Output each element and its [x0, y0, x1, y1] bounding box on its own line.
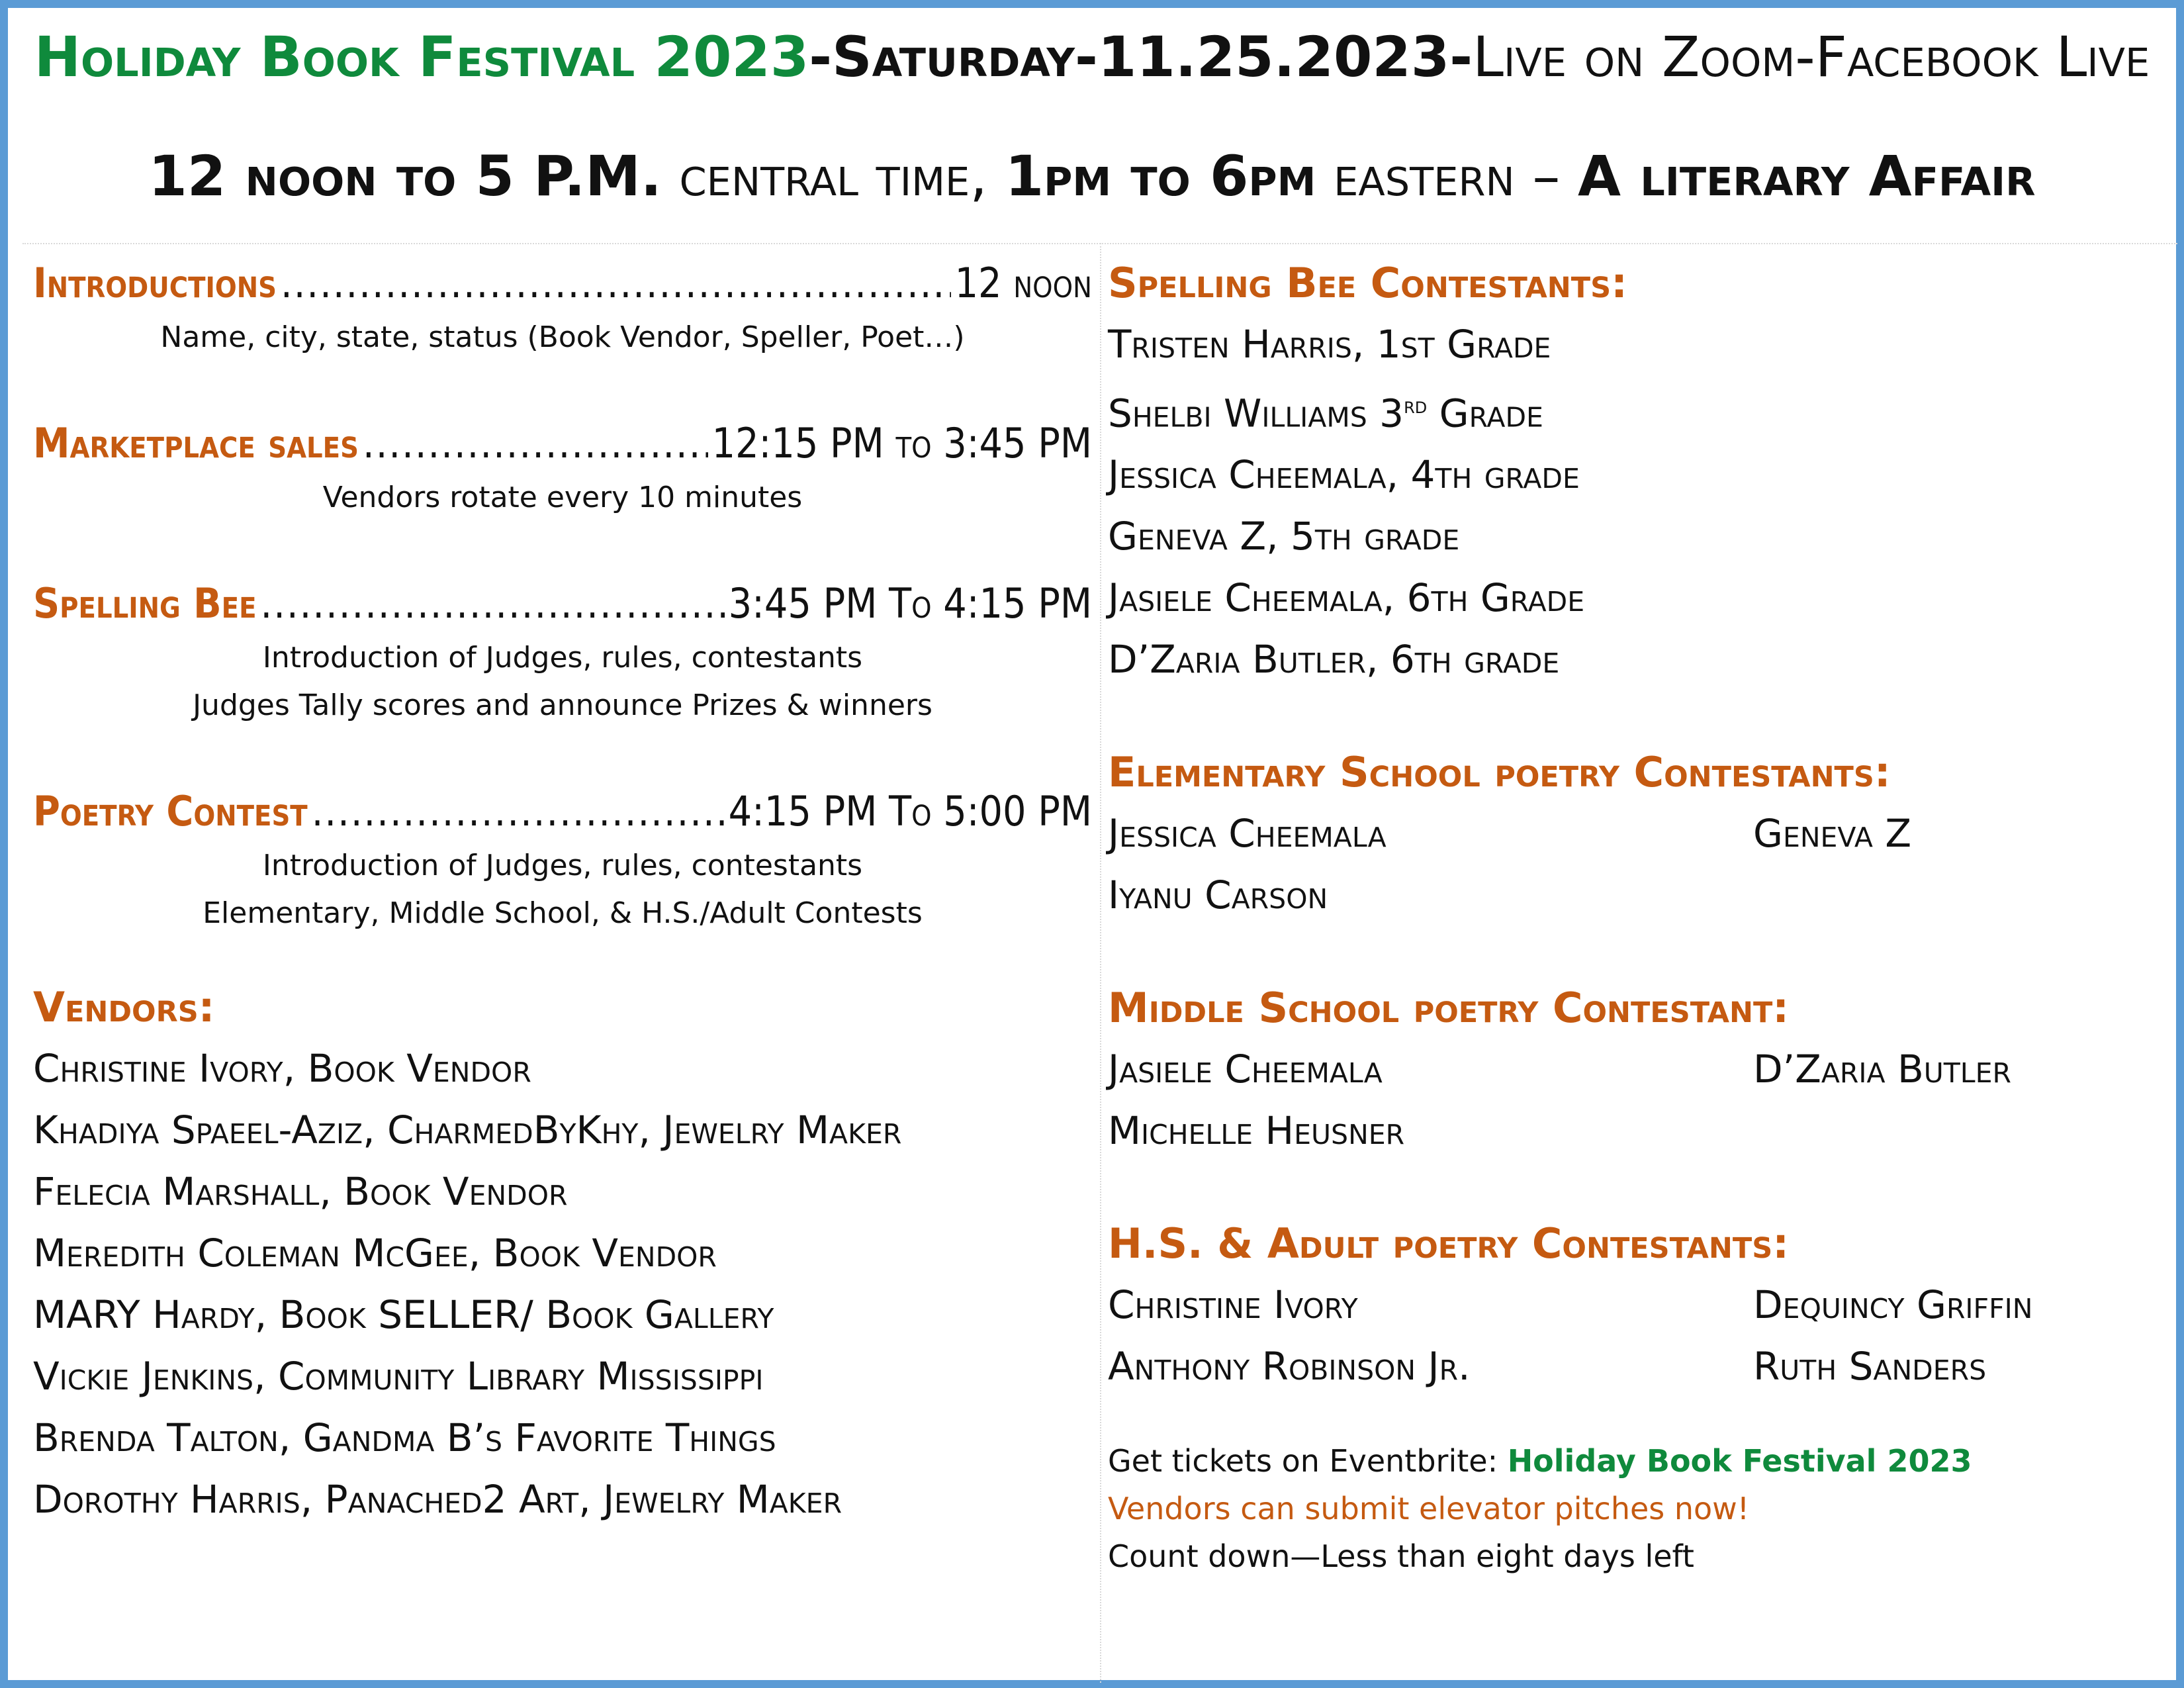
elementary-heading: Elementary School poetry Contestants:: [1108, 748, 1891, 797]
contestant-name: Jasiele Cheemala: [1108, 1047, 1383, 1092]
time-central-label: central time,: [661, 144, 1005, 209]
contestant-name: Geneva Z: [1753, 811, 1912, 857]
schedule-title: Poetry Contest: [33, 787, 308, 835]
tickets-prefix: Get tickets on Eventbrite:: [1108, 1443, 1508, 1479]
speller-item: [1108, 375, 2160, 444]
schedule-note: Vendors rotate every 10 minutes: [322, 481, 803, 514]
speller-item: Geneva Z, 5th grade: [1108, 514, 1460, 559]
schedule-item-poetry-contest: [33, 781, 1092, 842]
schedule-item-marketplace: [33, 413, 1092, 474]
schedule-time: 3:45 PM To 4:15 PM: [728, 579, 1092, 628]
header-line-2: [8, 143, 2176, 209]
contestant-name: Anthony Robinson Jr.: [1108, 1344, 1471, 1389]
vendor-item: Dorothy Harris, Panached2 Art, Jewelry Maker: [33, 1477, 842, 1522]
speller-item: Jasiele Cheemala, 6th Grade: [1108, 575, 1585, 621]
vendor-item: Christine Ivory, Book Vendor: [33, 1046, 531, 1091]
time-central: 12 noon to 5 P.M.: [148, 144, 662, 209]
vendor-item: MARY Hardy, Book SELLER/ Book Gallery: [33, 1292, 774, 1337]
contestant-name: D’Zaria Butler: [1753, 1047, 2012, 1092]
pitch-note: Vendors can submit elevator pitches now!: [1108, 1491, 1750, 1527]
contestant-row: [1108, 1039, 2160, 1100]
contestant-name: Michelle Heusner: [1108, 1108, 1405, 1154]
speller-item: Jessica Cheemala, 4th grade: [1108, 452, 1580, 498]
schedule-title: Introductions: [33, 259, 277, 307]
contestant-name: Dequincy Griffin: [1753, 1282, 2033, 1328]
leader-dots: [312, 781, 725, 842]
time-eastern: 1pm to 6pm: [1005, 144, 1316, 209]
header-line-1: [8, 24, 2176, 90]
schedule-note: Introduction of Judges, rules, contestants: [262, 849, 863, 882]
leader-dots: [261, 573, 725, 634]
leader-dots: [281, 253, 951, 314]
schedule-item-introductions: [33, 253, 1092, 314]
schedule-note: Introduction of Judges, rules, contestants: [262, 641, 863, 675]
contestant-row: [1108, 1274, 2160, 1336]
contestant-name: Iyanu Carson: [1108, 872, 1328, 918]
vendor-item: Brenda Talton, Gandma B’s Favorite Things: [33, 1415, 776, 1460]
schedule-title: Spelling Bee: [33, 579, 257, 628]
hs-adult-heading: H.S. & Adult poetry Contestants:: [1108, 1219, 1790, 1268]
schedule-note: Name, city, state, status (Book Vendor, Speller, Poet…): [160, 320, 965, 354]
contestant-name: Christine Ivory: [1108, 1282, 1358, 1328]
contestant-row: [1108, 1336, 2160, 1397]
contestant-name: Ruth Sanders: [1753, 1344, 1987, 1389]
middle-school-heading: Middle School poetry Contestant:: [1108, 984, 1790, 1033]
contestants-column: [1108, 253, 2160, 1580]
contestant-row: [1108, 865, 2160, 926]
vendors-heading: Vendors:: [33, 983, 215, 1031]
festival-date: -Saturday-11.25.2023-: [809, 24, 1473, 89]
speller-item: D’Zaria Butler, 6th grade: [1108, 637, 1560, 682]
schedule-time: 12:15 PM to 3:45 PM: [711, 419, 1092, 467]
spelling-bee-heading: Spelling Bee Contestants:: [1108, 259, 1627, 307]
festival-venue: Live on Zoom-Facebook Live: [1473, 24, 2150, 89]
vendor-item: Khadiya Spaeel-Aziz, CharmedByKhy, Jewelry Maker: [33, 1107, 902, 1152]
tickets-line: [1108, 1437, 2160, 1485]
schedule-item-spelling-bee: [33, 573, 1092, 634]
speller-item: Tristen Harris, 1st Grade: [1108, 322, 1551, 367]
schedule-time: 4:15 PM To 5:00 PM: [728, 787, 1092, 835]
schedule-note: Elementary, Middle School, & H.S./Adult Contests: [203, 896, 923, 930]
leader-dots: [363, 413, 708, 474]
time-eastern-label: eastern –: [1316, 144, 1578, 209]
speller-ordinal: rd: [1404, 393, 1428, 419]
flyer-header: [8, 24, 2176, 209]
contestant-name: Jessica Cheemala: [1108, 811, 1387, 857]
festival-title: Holiday Book Festival 2023: [34, 24, 809, 89]
vendor-item: Vickie Jenkins, Community Library Mississippi: [33, 1354, 764, 1399]
contestant-row: [1108, 803, 2160, 865]
schedule-note: Judges Tally scores and announce Prizes & winners: [193, 688, 933, 722]
schedule-time: 12 noon: [954, 259, 1092, 307]
schedule-title: Marketplace sales: [33, 419, 359, 467]
speller-name: Shelbi Williams 3: [1108, 391, 1404, 436]
schedule-column: [33, 253, 1092, 1530]
contestant-row: [1108, 1100, 2160, 1162]
vendor-item: Meredith Coleman McGee, Book Vendor: [33, 1231, 717, 1276]
speller-grade: Grade: [1427, 391, 1543, 436]
vertical-divider: [1100, 243, 1101, 1683]
festival-tagline: A literary Affair: [1578, 144, 2036, 209]
countdown-note: Count down—Less than eight days left: [1108, 1538, 1694, 1575]
vendor-item: Felecia Marshall, Book Vendor: [33, 1169, 568, 1214]
eventbrite-link[interactable]: Holiday Book Festival 2023: [1507, 1443, 1972, 1479]
